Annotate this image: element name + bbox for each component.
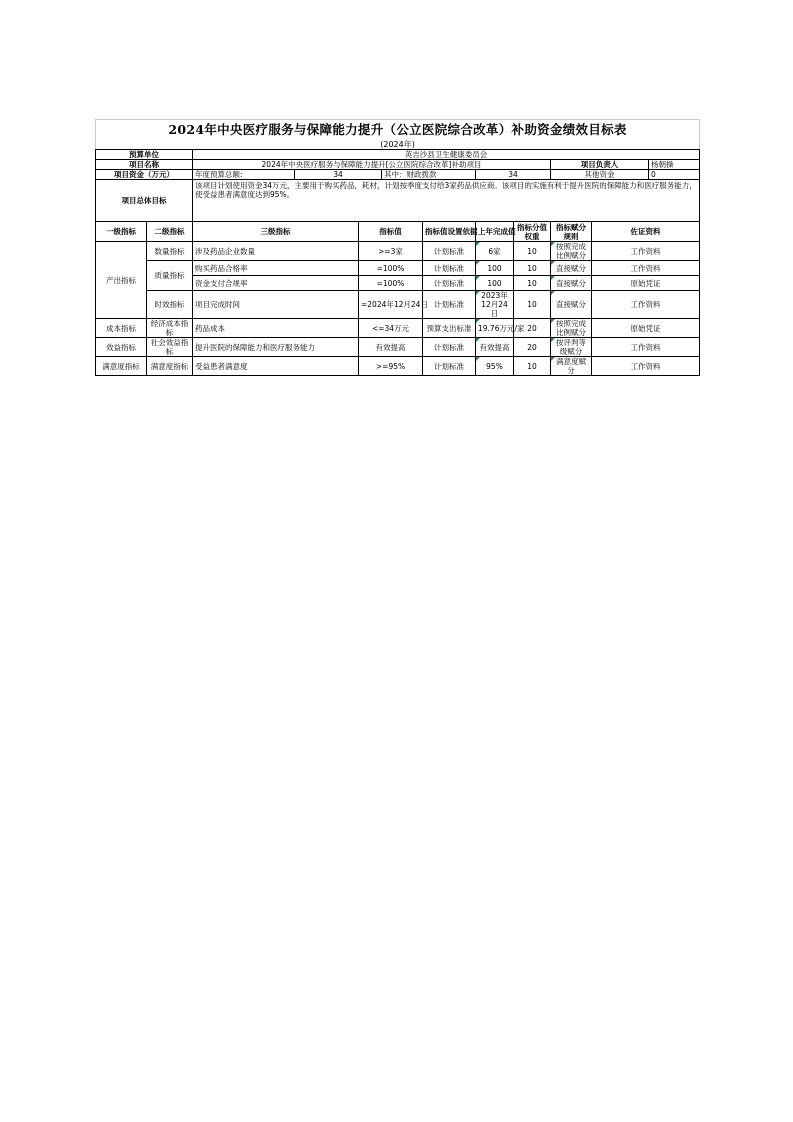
rule-cell: 满意度赋分: [551, 357, 592, 376]
value-cell: =100%: [359, 276, 423, 291]
level2-cell: 数量指标: [147, 242, 193, 261]
basis-cell: 计划标准: [423, 242, 476, 261]
table-row: [96, 242, 700, 261]
level2-cell: 社会效益指标: [147, 338, 193, 357]
basis-cell: 计划标准: [423, 357, 476, 376]
weight-cell: 20: [514, 319, 551, 338]
fiscal-allocation-label: 其中：财政拨款: [382, 170, 476, 180]
table-row: [96, 357, 700, 376]
weight-cell: 20: [514, 338, 551, 357]
header-last-year: 上年完成值: [476, 222, 514, 242]
weight-cell: 10: [514, 261, 551, 276]
header-evidence: 佐证资料: [592, 222, 700, 242]
rule-cell: 按照完成比例赋分: [551, 242, 592, 261]
rule-cell: 直接赋分: [551, 276, 592, 291]
performance-target-table: [95, 119, 700, 376]
other-funds-value: 0: [649, 170, 700, 180]
annual-budget-label: 年度预算总额:: [193, 170, 295, 180]
last-year-cell: 95%: [476, 357, 514, 376]
last-year-cell: 100: [476, 276, 514, 291]
header-level1: 一级指标: [96, 222, 147, 242]
value-cell: =2024年12月24日: [359, 291, 423, 319]
other-funds-label: 其他资金: [551, 170, 649, 180]
basis-cell: 计划标准: [423, 261, 476, 276]
table-row: [96, 291, 700, 319]
basis-cell: 计划标准: [423, 338, 476, 357]
weight-cell: 10: [514, 276, 551, 291]
performance-target-sheet: [95, 119, 699, 376]
header-value: 指标值: [359, 222, 423, 242]
project-leader-value: 杨朝操: [649, 160, 700, 170]
level1-cell: 满意度指标: [96, 357, 147, 376]
level3-cell: 药品成本: [193, 319, 359, 338]
last-year-cell: 19.76万元/家: [476, 319, 514, 338]
basis-cell: 计划标准: [423, 291, 476, 319]
page-title: 2024年中央医疗服务与保障能力提升（公立医院综合改革）补助资金绩效目标表: [96, 120, 700, 140]
level1-cell: 产出指标: [96, 242, 147, 319]
level3-cell: 受益患者满意度: [193, 357, 359, 376]
weight-cell: 10: [514, 291, 551, 319]
value-cell: 有效提高: [359, 338, 423, 357]
level2-cell: 质量指标: [147, 261, 193, 291]
budget-unit-value: 英吉沙县卫生健康委员会: [193, 150, 700, 160]
level2-cell: 经济成本指标: [147, 319, 193, 338]
level3-cell: 项目完成时间: [193, 291, 359, 319]
header-weight: 指标分值权重: [514, 222, 551, 242]
last-year-cell: 6家: [476, 242, 514, 261]
evidence-cell: 工作资料: [592, 357, 700, 376]
evidence-cell: 工作资料: [592, 338, 700, 357]
level3-cell: 提升医院的保障能力和医疗服务能力: [193, 338, 359, 357]
overall-goal-text: 该项目计划使用资金34万元，主要用于购买药品，耗材，计划按季度支付给3家药品供应商。该项目的实施有利于提升医院的保障能力和医疗服务能力，使受益患者满意度达到95%。: [193, 180, 700, 222]
evidence-cell: 原始凭证: [592, 276, 700, 291]
indicator-header-row: [96, 222, 700, 242]
table-row: [96, 261, 700, 276]
header-level3: 三级指标: [193, 222, 359, 242]
level3-cell: 购买药品合格率: [193, 261, 359, 276]
header-level2: 二级指标: [147, 222, 193, 242]
level1-cell: 效益指标: [96, 338, 147, 357]
basis-cell: 计划标准: [423, 276, 476, 291]
last-year-cell: 2023年12月24日: [476, 291, 514, 319]
value-cell: =100%: [359, 261, 423, 276]
evidence-cell: 工作资料: [592, 291, 700, 319]
annual-budget-value: 34: [295, 170, 382, 180]
fiscal-allocation-value: 34: [476, 170, 551, 180]
header-rule: 指标赋分规则: [551, 222, 592, 242]
evidence-cell: 原始凭证: [592, 319, 700, 338]
value-cell: <=34万元: [359, 319, 423, 338]
basis-cell: 预算支出标准: [423, 319, 476, 338]
rule-cell: 按评判等级赋分: [551, 338, 592, 357]
table-row: [96, 319, 700, 338]
rule-cell: 按照完成比例赋分: [551, 319, 592, 338]
project-name-label: 项目名称: [96, 160, 193, 170]
evidence-cell: 工作资料: [592, 261, 700, 276]
last-year-cell: 有效提高: [476, 338, 514, 357]
project-funds-label: 项目资金（万元）: [96, 170, 193, 180]
weight-cell: 10: [514, 357, 551, 376]
project-leader-label: 项目负责人: [551, 160, 649, 170]
project-name-value: 2024年中央医疗服务与保障能力提升[公立医院综合改革]补助项目: [193, 160, 551, 170]
evidence-cell: 工作资料: [592, 242, 700, 261]
level2-cell: 满意度指标: [147, 357, 193, 376]
table-row: [96, 338, 700, 357]
rule-cell: 直接赋分: [551, 261, 592, 276]
level3-cell: 资金支付合规率: [193, 276, 359, 291]
level2-cell: 时效指标: [147, 291, 193, 319]
year-subtitle: (2024年): [96, 139, 700, 150]
overall-goal-label: 项目总体目标: [96, 180, 193, 222]
value-cell: >=95%: [359, 357, 423, 376]
budget-unit-label: 预算单位: [96, 150, 193, 160]
level3-cell: 涉及药品企业数量: [193, 242, 359, 261]
value-cell: >=3家: [359, 242, 423, 261]
last-year-cell: 100: [476, 261, 514, 276]
rule-cell: 直接赋分: [551, 291, 592, 319]
level1-cell: 成本指标: [96, 319, 147, 338]
weight-cell: 10: [514, 242, 551, 261]
header-basis: 指标值设置依据: [423, 222, 476, 242]
